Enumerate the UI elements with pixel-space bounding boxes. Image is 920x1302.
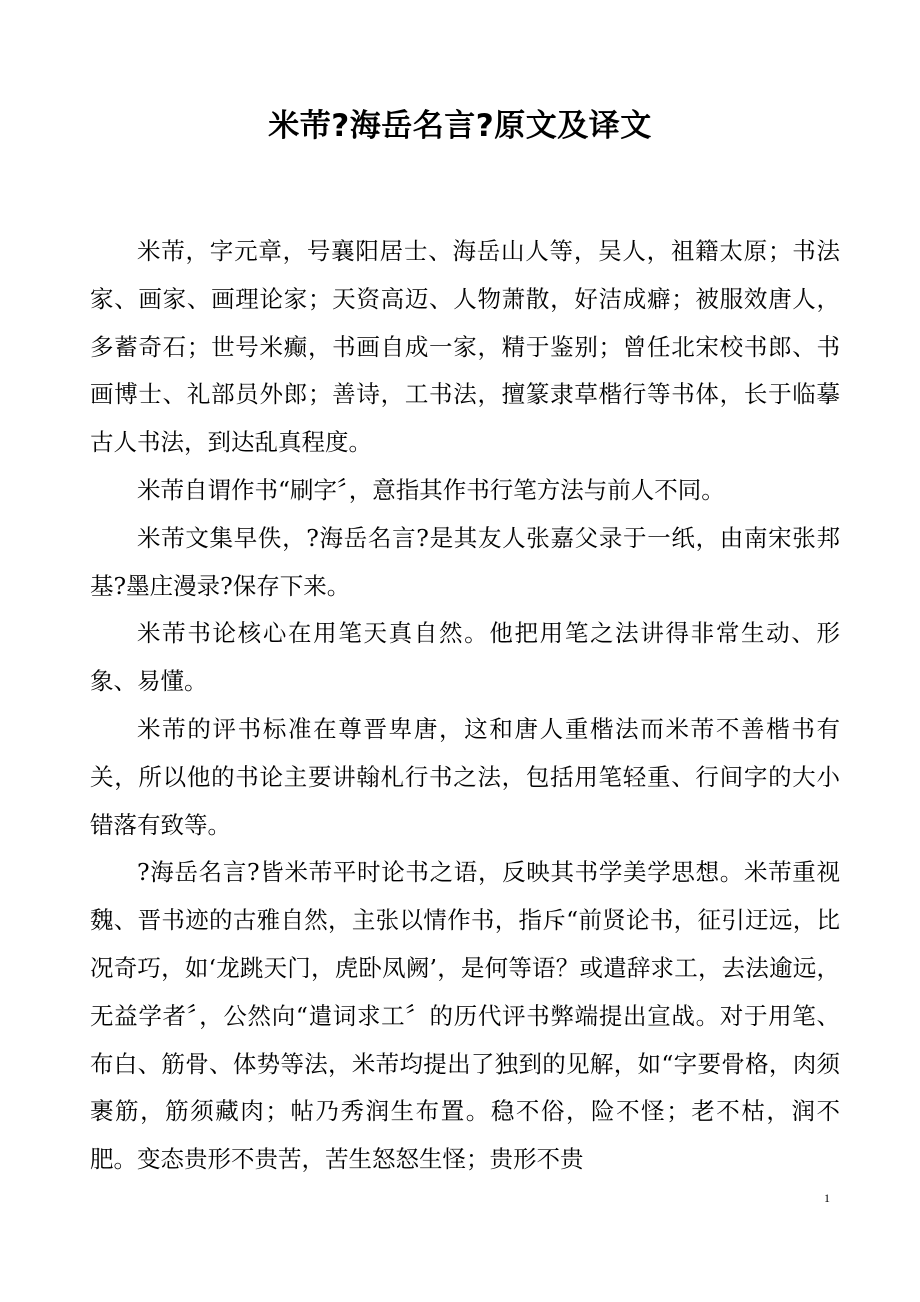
page-number: 1: [824, 1191, 830, 1205]
paragraph-evaluation-standard: 米芾的评书标准在尊晋卑唐，这和唐人重楷法而米芾不善楷书有关，所以他的书论主要讲翰札行书之法，包括用笔轻重、行间字的大小错落有致等。: [90, 714, 840, 839]
document-title: 米芾?海岳名言?原文及译文: [268, 108, 652, 144]
paragraph-core-theory: 米芾书论核心在用笔天真自然。他把用笔之法讲得非常生动、形象、易懂。: [90, 619, 840, 696]
paragraph-biography: 米芾，字元章，号襄阳居士、海岳山人等，吴人，祖籍太原；书法家、画家、画理论家；天资高迈、人物萧散，好洁成癖；被服效唐人，多蓄奇石；世号米癫，书画自成一家，精于鉴别；曾任北宋校书郎、书画博士、礼部员外郎；善诗，工书法，擅篆隶草楷行等书体，长于临摹古人书法，到达乱真程度。: [90, 237, 840, 457]
paragraph-preservation: 米芾文集早佚，?海岳名言?是其友人张嘉父录于一纸，由南宋张邦基?墨庄漫录?保存下来。: [90, 523, 840, 600]
paragraph-brush-style: 米芾自谓作书“刷字〞，意指其作书行笔方法与前人不同。: [137, 475, 725, 504]
paragraph-aesthetics: ?海岳名言?皆米芾平时论书之语，反映其书学美学思想。米芾重视魏、晋书迹的古雅自然，主张以情作书，指斥“前贤论书，征引迂远，比况奇巧，如‘龙跳天门，虎卧凤阙’，是何等语？或遣辞求工，去法逾远，无益学者〞，公然向“遣词求工〞的历代评书弊端提出宣战。对于用笔、布白、筋骨、体势等法，米芾均提出了独到的见解，如“字要骨格，肉须裹筋，筋须藏肉；帖乃秀润生布置。稳不俗，险不怪；老不枯，润不肥。变态贵形不贵苦，苦生怒怒生怪；贵形不贵: [90, 858, 840, 1174]
document-body: [90, 228, 840, 1184]
